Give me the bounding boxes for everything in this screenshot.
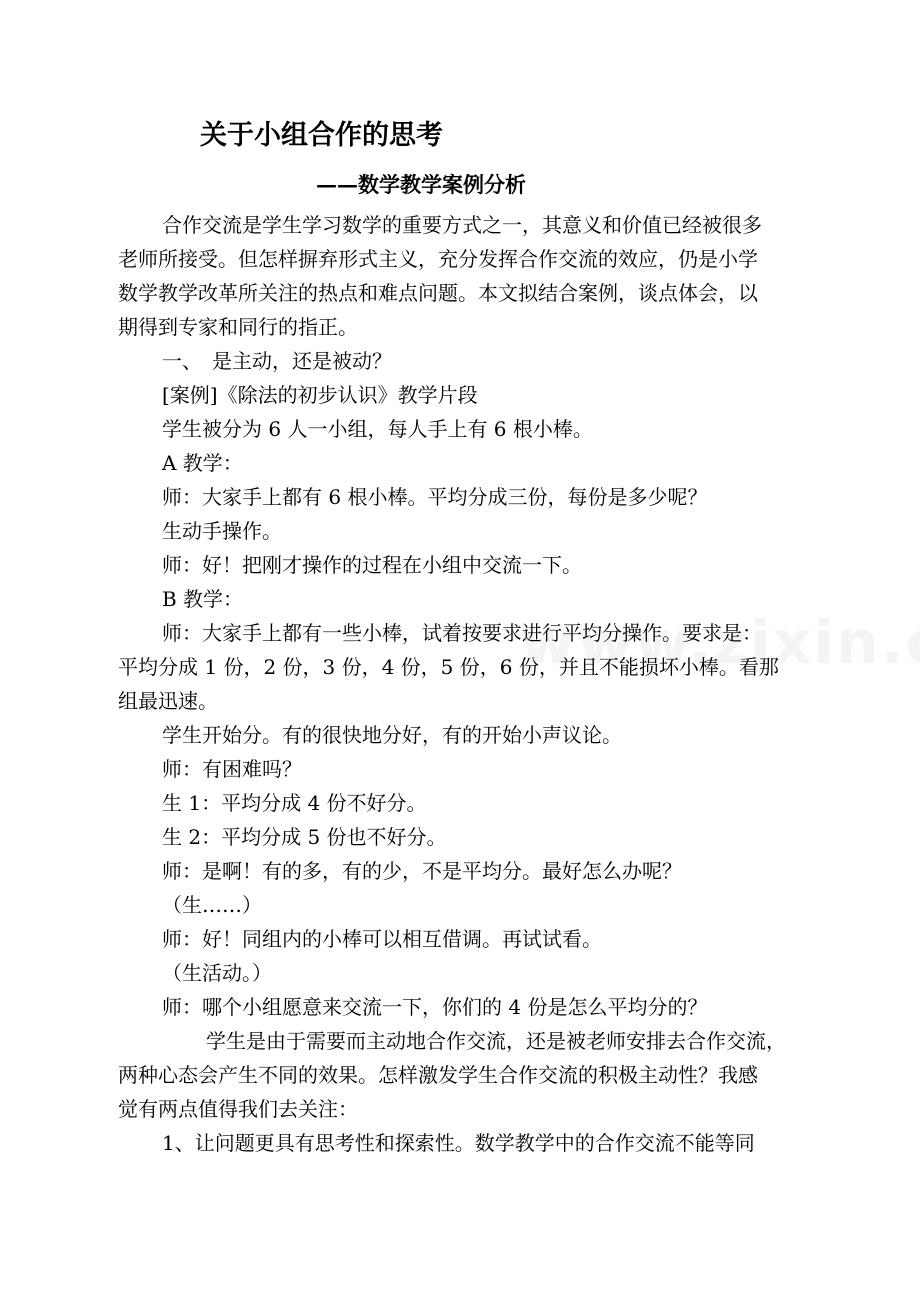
paragraph-line: B 教学： [162,587,244,611]
watermark [520,608,920,678]
paragraph-line: （生……） [162,893,262,917]
paragraph-line: 一、 是主动，还是被动？ [162,349,392,373]
paragraph-line: 数学教学改革所关注的热点和难点问题。本文拟结合案例，谈点体会，以 [118,281,758,305]
paragraph-line: 老师所接受。但怎样摒弃形式主义，充分发挥合作交流的效应，仍是小学 [118,247,758,271]
paragraph-line: 师：是啊！有的多，有的少，不是平均分。最好怎么办呢？ [162,859,682,883]
paragraph-line: 组最迅速。 [118,689,218,713]
paragraph-line: A 教学： [162,451,243,475]
paragraph-line: 期得到专家和同行的指正。 [118,315,358,339]
paragraph-line: 两种心态会产生不同的效果。怎样激发学生合作交流的积极主动性？我感 [118,1063,758,1087]
paragraph-line: 师：好！同组内的小棒可以相互借调。再试试看。 [162,927,602,951]
document-body [118,208,808,1160]
paragraph-line: 合作交流是学生学习数学的重要方式之一，其意义和价值已经被很多 [162,213,762,237]
paragraph-line: 师：大家手上都有一些小棒，试着按要求进行平均分操作。要求是： [162,621,762,645]
paragraph-line: 师：哪个小组愿意来交流一下，你们的 4 份是怎么平均分的？ [162,995,708,1019]
paragraph-line: 生动手操作。 [162,519,282,543]
paragraph-line: （生活动。） [162,961,272,985]
paragraph-line: 学生是由于需要而主动地合作交流，还是被老师安排去合作交流， [206,1029,786,1053]
document-subtitle: ——数学教学案例分析 [316,172,526,197]
paragraph-line: 平均分成 1 份，2 份，3 份，4 份，5 份，6 份，并且不能损坏小棒。看那 [118,655,779,679]
paragraph-line: [案例]《除法的初步认识》教学片段 [162,383,478,407]
paragraph-line: 觉有两点值得我们去关注： [118,1097,358,1121]
paragraph-line: 学生被分为 6 人一小组，每人手上有 6 根小棒。 [162,417,593,441]
paragraph-line: 生 1：平均分成 4 份不好分。 [162,791,427,815]
paragraph-line: 1、让问题更具有思考性和探索性。数学教学中的合作交流不能等同 [162,1131,755,1155]
paragraph-line: 生 2：平均分成 5 份也不好分。 [162,825,447,849]
paragraph-line: 师：好！把刚才操作的过程在小组中交流一下。 [162,553,582,577]
paragraph-line: 学生开始分。有的很快地分好，有的开始小声议论。 [162,723,622,747]
paragraph-line: 师：大家手上都有 6 根小棒。平均分成三份，每份是多少呢？ [162,485,708,509]
document-title: 关于小组合作的思考 [200,120,443,151]
paragraph-line: 师：有困难吗？ [162,757,302,781]
